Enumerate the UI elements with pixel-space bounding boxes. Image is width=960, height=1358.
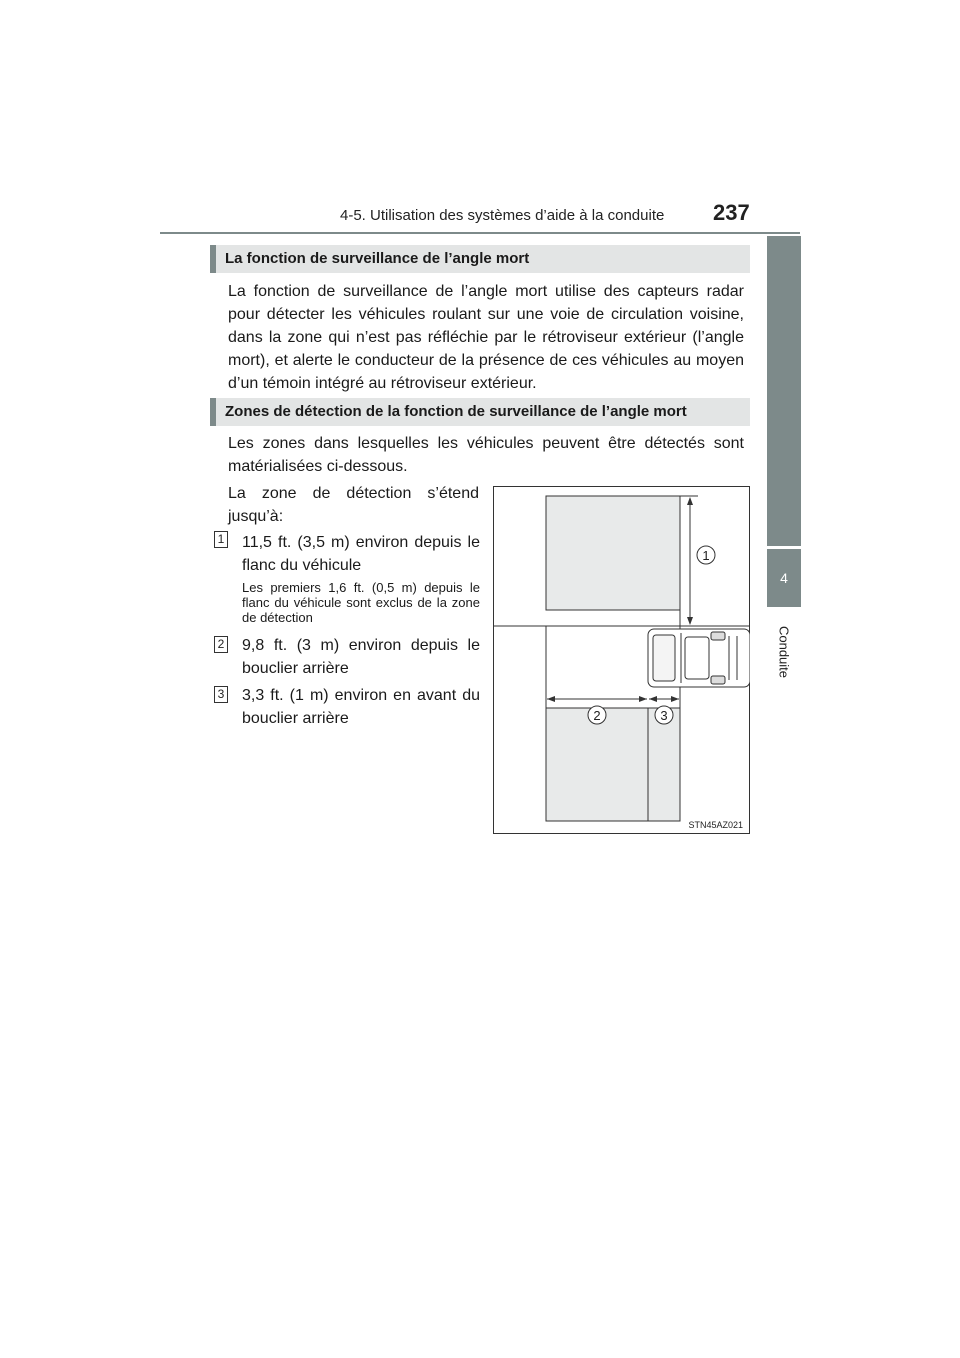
page-number: 237 — [713, 200, 750, 225]
rear-detection-zone — [546, 708, 680, 821]
section-heading-detection-zones: Zones de détection de la fonction de surveillance de l’angle mort — [210, 398, 750, 426]
header-title: 4-5. Utilisation des systèmes d’aide à la conduite — [340, 207, 665, 224]
item-1-text: 11,5 ft. (3,5 m) environ depuis le flanc du véhicule — [242, 534, 480, 574]
item-3-text: 3,3 ft. (1 m) environ en avant du bouclier arrière — [242, 687, 480, 727]
section2-intro: Les zones dans lesquelles les véhicules peuvent être détectés sont matérialisées ci-dessous. — [228, 435, 744, 475]
figure-code: STN45AZ021 — [688, 820, 743, 830]
side-tab-chapter-number[interactable]: 4 — [767, 549, 801, 607]
detection-zone-figure — [493, 486, 750, 834]
item-3-number-icon: 3 — [214, 686, 228, 703]
item-2-text: 9,8 ft. (3 m) environ depuis le bouclier arrière — [242, 637, 480, 677]
item-1-note: Les premiers 1,6 ft. (0,5 m) depuis le flanc du véhicule sont exclus de la zone de détection — [242, 580, 480, 625]
side-tab-upper — [767, 236, 801, 546]
callout-2-label: 2 — [593, 708, 601, 723]
range-label: La zone de détection s’étend jusqu’à: — [228, 485, 479, 525]
header-rule — [160, 232, 800, 234]
side-tab-chapter-label — [759, 622, 809, 682]
section-heading-blind-spot: La fonction de surveillance de l’angle mort — [210, 245, 750, 273]
section1-body: La fonction de surveillance de l’angle mort utilise des capteurs radar pour détecter les véhicules roulant sur une voie de circulation voisine, dans la zone qui n’est pas réfléchie par le rétroviseur extérieur (l’angle mort), et alerte le conducteur de la présence de ces véhicules au moyen d’un témoin intégré au rétroviseur extérieur. — [228, 283, 744, 392]
callout-3-label: 3 — [660, 708, 668, 723]
callout-1-label: 1 — [702, 548, 710, 563]
item-1-number-icon: 1 — [214, 531, 228, 548]
side-detection-zone — [546, 496, 680, 610]
item-2-number-icon: 2 — [214, 636, 228, 653]
chapter-label-text: Conduite — [776, 625, 792, 679]
vehicle-icon — [648, 629, 750, 687]
